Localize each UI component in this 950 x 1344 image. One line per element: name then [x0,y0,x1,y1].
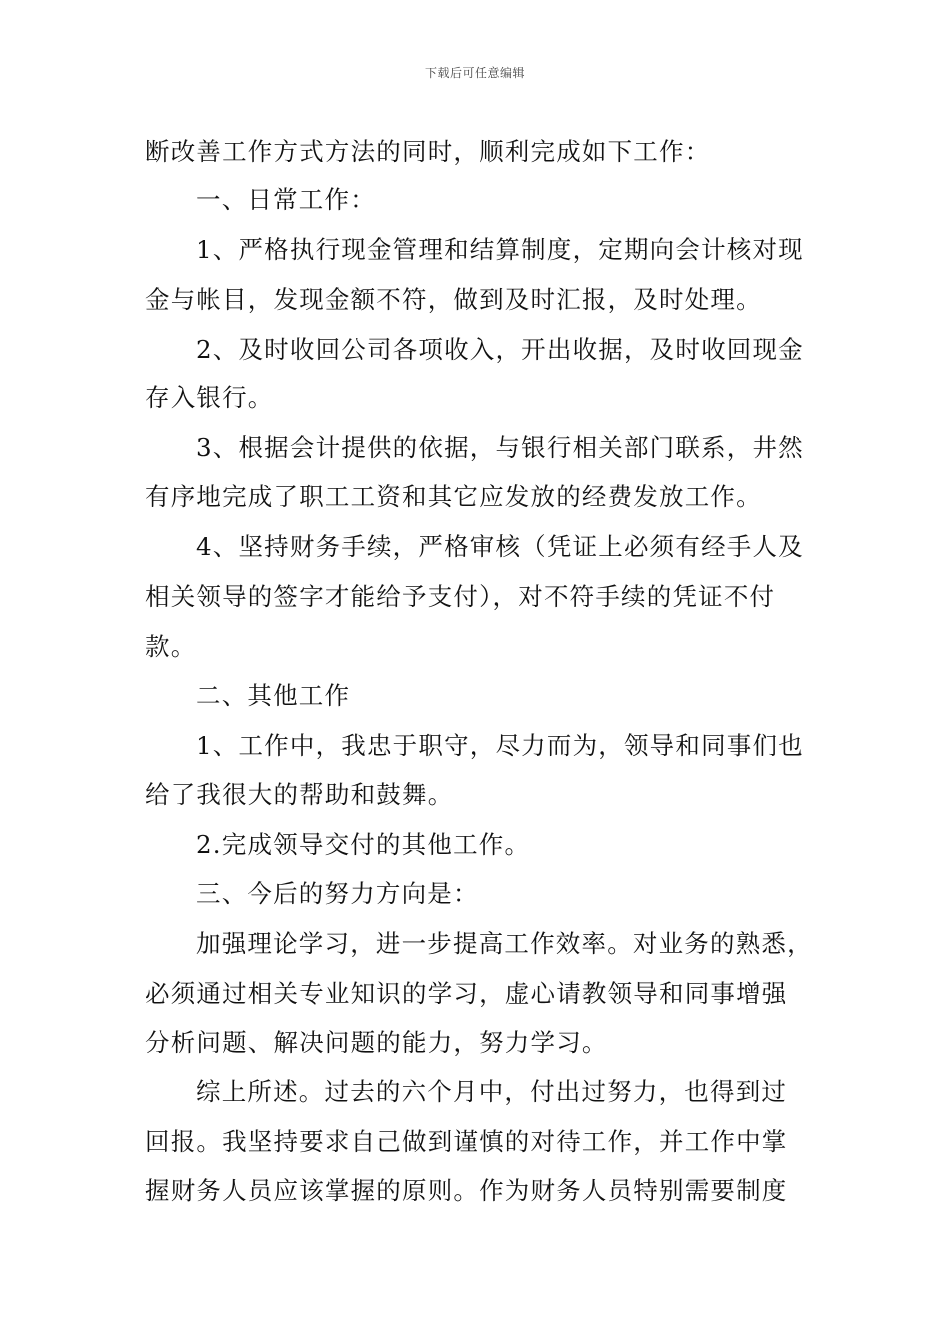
other-item-2: 2.完成领导交付的其他工作。 [196,830,531,859]
list-item-1-line-1: 1、严格执行现金管理和结算制度，定期向会计核对现 [196,235,804,264]
paragraph-line: 断改善工作方式方法的同时，顺利完成如下工作： [145,137,711,166]
other-item-1-line-1: 1、工作中，我忠于职守，尽力而为，领导和同事们也 [196,731,804,760]
list-item-3-line-2: 有序地完成了职工工资和其它应发放的经费发放工作。 [145,482,762,511]
page-header: 下载后可任意编辑 [424,66,525,80]
summary-paragraph-line-2: 回报。我坚持要求自己做到谨慎的对待工作，并工作中掌 [145,1127,788,1156]
list-item-3-line-1: 3、根据会计提供的依据，与银行相关部门联系，井然 [196,433,804,462]
list-item-4-line-1: 4、坚持财务手续，严格审核（凭证上必须有经手人及 [196,532,804,561]
future-paragraph-line-2: 必须通过相关专业知识的学习，虚心请教领导和同事增强 [145,979,788,1008]
section-heading-daily-work: 一、日常工作： [196,185,376,214]
section-heading-other-work: 二、其他工作 [196,681,351,710]
list-item-4-line-3: 款。 [145,632,197,661]
summary-paragraph-line-3: 握财务人员应该掌握的原则。作为财务人员特别需要制度 [145,1176,788,1205]
list-item-2-line-1: 2、及时收回公司各项收入，开出收据，及时收回现金 [196,335,804,364]
section-heading-future-direction: 三、今后的努力方向是： [196,879,479,908]
list-item-4-line-2: 相关领导的签字才能给予支付），对不符手续的凭证不付 [145,582,776,611]
future-paragraph-line-1: 加强理论学习，进一步提高工作效率。对业务的熟悉， [196,929,813,958]
list-item-2-line-2: 存入银行。 [145,383,274,412]
list-item-1-line-2: 金与帐目，发现金额不符，做到及时汇报，及时处理。 [145,285,762,314]
future-paragraph-line-3: 分析问题、解决问题的能力，努力学习。 [145,1028,608,1057]
other-item-1-line-2: 给了我很大的帮助和鼓舞。 [145,780,454,809]
summary-paragraph-line-1: 综上所述。过去的六个月中，付出过努力，也得到过 [196,1077,788,1106]
